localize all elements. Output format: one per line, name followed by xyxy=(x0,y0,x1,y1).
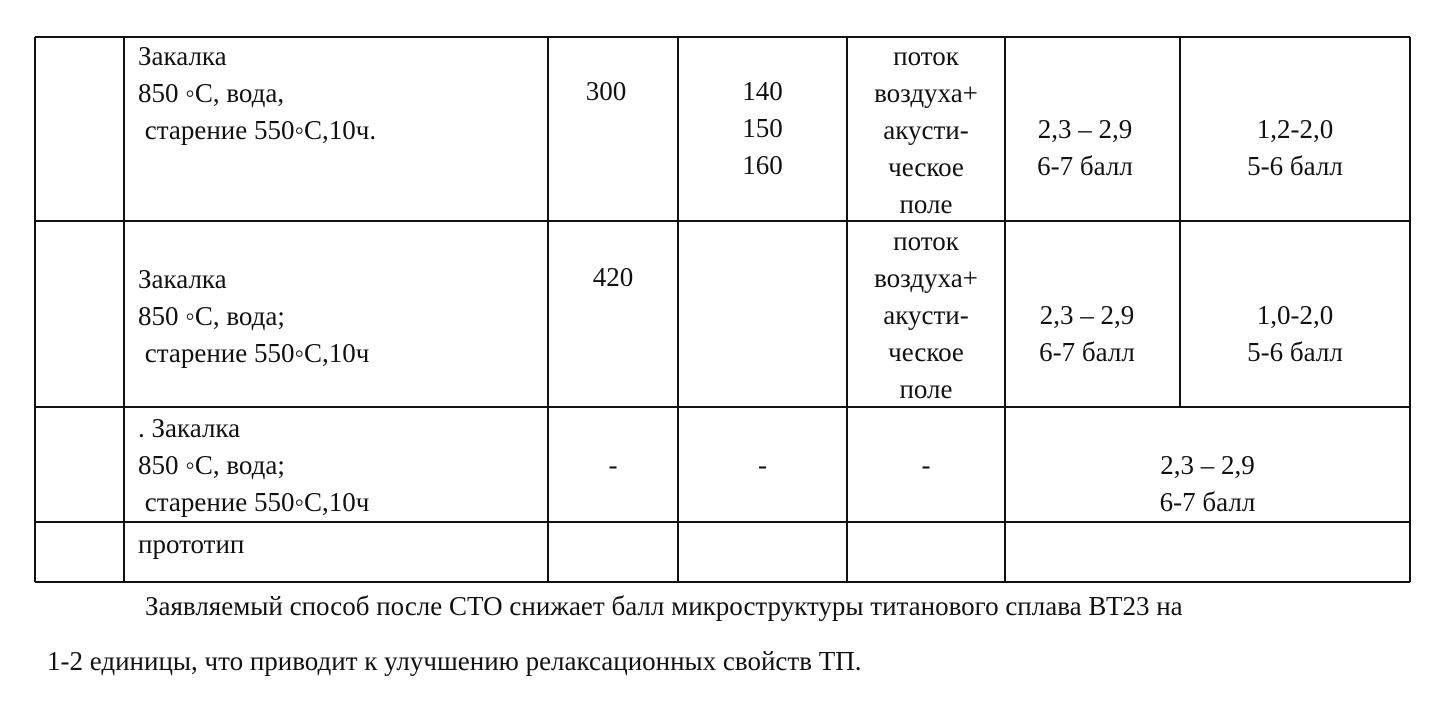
row1-col6-line2: 5-6 балл xyxy=(1247,151,1343,181)
row3-treatment-line2: 850 ◦С, вода; xyxy=(138,450,285,480)
row1-medium-line3: акусти- xyxy=(883,115,969,145)
row1-treatment-line1: Закалка xyxy=(138,41,227,71)
row2-col5-line2: 6-7 балл xyxy=(1039,337,1135,367)
row1-col3-value3: 160 xyxy=(742,150,783,180)
row3-merged-line2: 6-7 балл xyxy=(1159,487,1256,517)
row1-medium-line4: ческое xyxy=(888,152,964,182)
row1-col3-value1: 140 xyxy=(742,76,783,106)
row1-treatment-line3: старение 550◦С,10ч. xyxy=(138,115,377,145)
row1-treatment-line2: 850 ◦С, вода, xyxy=(138,78,285,108)
row3-treatment-line3: старение 550◦С,10ч xyxy=(138,487,370,517)
row3-merged-line1: 2,3 – 2,9 xyxy=(1160,450,1255,480)
row1-col3-value2: 150 xyxy=(742,113,783,143)
row1-medium-line1: поток xyxy=(893,41,959,71)
row2-medium-line2: воздуха+ xyxy=(874,263,978,293)
row2-treatment-line3: старение 550◦С,10ч xyxy=(138,338,370,368)
row2-col5-line1: 2,3 – 2,9 xyxy=(1039,300,1135,330)
row2-treatment-line2: 850 ◦С, вода; xyxy=(138,301,285,331)
row1-col2-value: 300 xyxy=(585,76,627,106)
row1-col5-line2: 6-7 балл xyxy=(1037,151,1133,181)
row2-medium-line1: поток xyxy=(893,226,959,256)
row2-col2-value: 420 xyxy=(592,262,634,292)
row1-col6-line1: 1,2-2,0 xyxy=(1256,114,1334,144)
row2-medium-line5: поле xyxy=(899,374,953,404)
row2-medium-line4: ческое xyxy=(888,337,964,367)
row2-col6-line1: 1,0-2,0 xyxy=(1256,300,1334,330)
row1-col5-line1: 2,3 – 2,9 xyxy=(1037,114,1133,144)
row2-medium-line3: акусти- xyxy=(883,300,969,330)
paragraph-line1: Заявляемый способ после СТО снижает балл микроструктуры титанового сплава ВТ23 на xyxy=(145,591,1183,621)
row3-col3-dash: - xyxy=(758,450,767,480)
row3-treatment-line1: . Закалка xyxy=(138,413,241,443)
row3-medium-dash: - xyxy=(921,450,931,480)
row1-medium-line2: воздуха+ xyxy=(874,78,978,108)
row1-medium-line5: поле xyxy=(899,189,953,219)
paragraph-line2: 1-2 единицы, что приводит к улучшению релаксационных свойств ТП. xyxy=(47,646,862,676)
row3-col2-dash: - xyxy=(608,450,618,480)
row2-col6-line2: 5-6 балл xyxy=(1247,337,1343,367)
row2-treatment-line1: Закалка xyxy=(138,264,227,294)
row4-treatment: прототип xyxy=(138,529,245,559)
